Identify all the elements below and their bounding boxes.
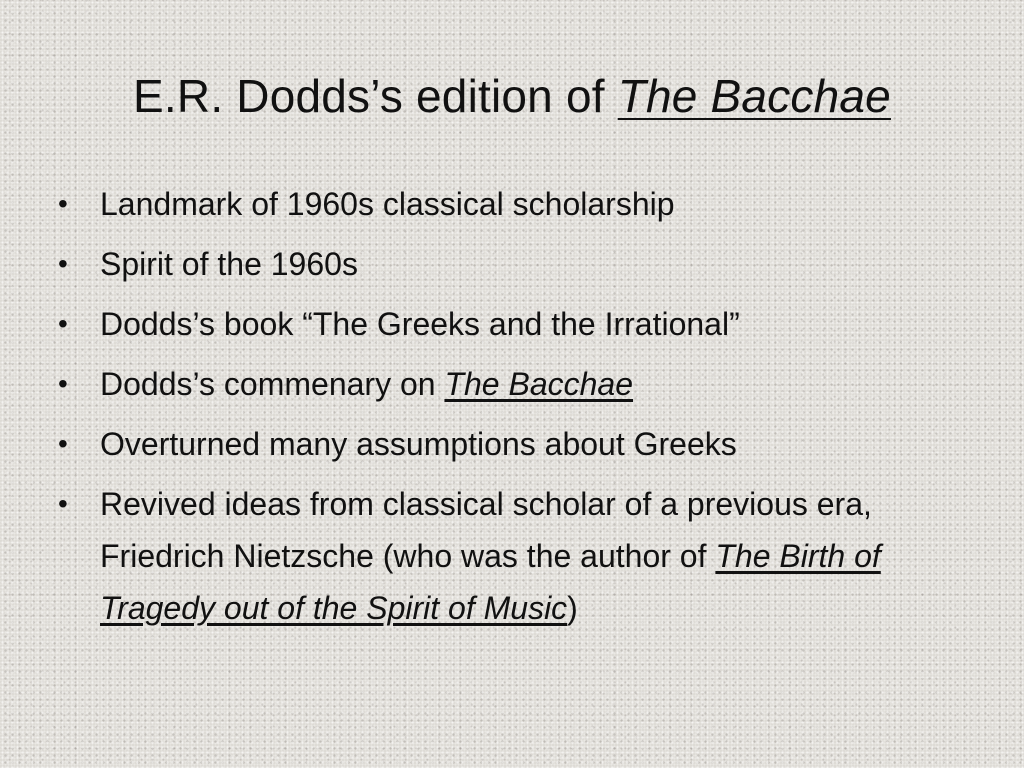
bullet-text-suffix: ) (567, 590, 578, 626)
bullet-icon: • (58, 248, 68, 279)
bullet-work-title: The Birth of Tragedy out of the Spirit of Music (100, 538, 881, 626)
bullet-icon: • (58, 368, 68, 399)
bullet-icon: • (58, 308, 68, 339)
bullet-icon: • (58, 188, 68, 219)
bullet-item (58, 418, 958, 470)
title-work: The Bacchae (617, 70, 891, 122)
bullet-text-prefix: Dodds’s commenary on (100, 366, 445, 402)
bullet-icon: • (58, 488, 68, 519)
bullet-text: Landmark of 1960s classical scholarship (100, 186, 675, 222)
bullet-item (58, 178, 958, 230)
bullet-text-prefix: Revived ideas from classical scholar of a previous era, Friedrich Nietzsche (who was the author of (100, 486, 872, 574)
bullet-text: Spirit of the 1960s (100, 246, 358, 282)
bullet-icon: • (58, 428, 68, 459)
bullet-item (58, 478, 958, 634)
bullet-text: Overturned many assumptions about Greeks (100, 426, 737, 462)
bullet-item (58, 358, 958, 410)
bullet-work-title: The Bacchae (444, 366, 634, 402)
bullet-item (58, 298, 958, 350)
title-prefix: E.R. Dodds’s edition of (133, 70, 618, 122)
bullet-list (58, 178, 958, 642)
bullet-text: Dodds’s book “The Greeks and the Irrational” (100, 306, 740, 342)
slide-title (0, 66, 1024, 126)
bullet-item (58, 238, 958, 290)
